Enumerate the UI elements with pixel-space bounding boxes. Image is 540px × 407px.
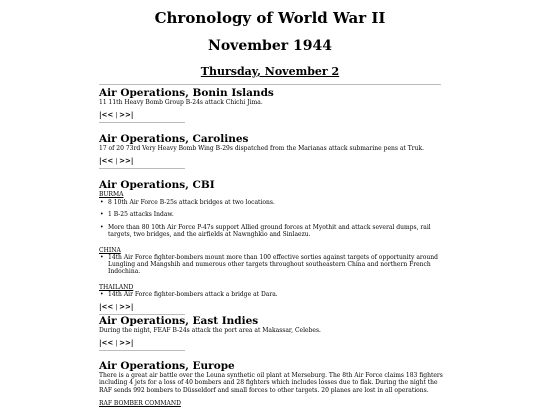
bullet-icon: • xyxy=(100,199,104,206)
region-label-raf: RAF BOMBER COMMAND xyxy=(99,400,181,407)
region-label-china: CHINA xyxy=(99,246,121,254)
bullet-icon: • xyxy=(100,253,104,261)
list-item xyxy=(99,199,444,206)
section-nav xyxy=(99,303,444,312)
section-bonin-islands xyxy=(99,87,444,123)
section-text: 11 11th Heavy Bomb Group B-24s attack Chichi Jima. xyxy=(99,99,263,106)
section-east-indies xyxy=(99,315,444,351)
list-item xyxy=(99,211,444,218)
section-divider xyxy=(99,168,185,169)
next-link[interactable]: >>| xyxy=(119,110,134,120)
list-item xyxy=(99,224,444,239)
section-cbi xyxy=(99,179,444,315)
section-text: 17 of 20 73rd Very Heavy Bomb Wing B-29s dispatched from the Marianas attack submarine pens at Truk. xyxy=(99,145,425,152)
section-title: Air Operations, Europe xyxy=(99,360,235,372)
date-heading: Thursday, November 2 xyxy=(200,65,340,78)
section-nav xyxy=(99,339,444,348)
list-item-text: 1 B-25 attacks Indaw. xyxy=(108,211,174,219)
region-label-burma: BURMA xyxy=(99,191,124,198)
section-nav xyxy=(99,111,444,120)
bullet-icon: • xyxy=(100,211,104,219)
prev-link[interactable]: |<< xyxy=(99,156,114,166)
list-item-text: More than 80 10th Air Force P-47s support Allied ground forces at Myothit and attack several dumps, rail targets, two bridges, and the airfields at Nawnghkio and Sinlaezu. xyxy=(108,223,431,239)
nav-separator: | xyxy=(115,304,118,312)
section-title: Air Operations, Carolines xyxy=(99,133,249,145)
section-text: During the night, FEAF B-24s attack the port area at Makassar, Celebes. xyxy=(99,327,321,334)
next-link[interactable]: >>| xyxy=(119,338,134,348)
nav-separator: | xyxy=(115,158,118,166)
section-title: Air Operations, CBI xyxy=(99,179,215,191)
list-item xyxy=(99,254,444,276)
section-text: There is a great air battle over the Leuna synthetic oil plant at Merseburg. The 8th Air Force claims 183 fighters including 4 jets for a loss of 40 bombers and 28 fighters which includes losses due to flak. During the night the RAF sends 992 bombers to Düsseldorf and small forces to other targets. 20 planes are lost in all operations. xyxy=(99,372,443,394)
list-item xyxy=(99,291,444,298)
prev-link[interactable]: |<< xyxy=(99,338,114,348)
list-item-text: 14th Air Force fighter-bombers attack a bridge at Dara. xyxy=(108,290,278,298)
bullet-icon: • xyxy=(100,290,104,298)
nav-separator: | xyxy=(115,340,118,348)
region-label-thailand: THAILAND xyxy=(99,283,134,291)
section-divider xyxy=(99,122,185,123)
top-divider xyxy=(99,84,441,85)
prev-link[interactable]: |<< xyxy=(99,110,114,120)
next-link[interactable]: >>| xyxy=(119,302,134,312)
section-title: Air Operations, East Indies xyxy=(99,315,259,327)
section-title: Air Operations, Bonin Islands xyxy=(99,87,274,99)
list-item-text: 14th Air Force fighter-bombers mount more than 100 effective sorties against targets of opportunity around Lungling and Mangshih and numerous other targets throughout southeastern China and northern French Indochina. xyxy=(108,253,438,276)
section-carolines xyxy=(99,133,444,169)
prev-link[interactable]: |<< xyxy=(99,302,114,312)
bullet-icon: • xyxy=(100,223,104,231)
section-europe xyxy=(99,360,444,407)
nav-separator: | xyxy=(115,112,118,120)
list-item-text: 8 10th Air Force B-25s attack bridges at two locations. xyxy=(108,199,275,206)
month-heading: November 1944 xyxy=(208,38,332,54)
section-divider xyxy=(99,350,185,351)
next-link[interactable]: >>| xyxy=(119,156,134,166)
section-nav xyxy=(99,157,444,166)
page-title: Chronology of World War II xyxy=(154,9,386,27)
